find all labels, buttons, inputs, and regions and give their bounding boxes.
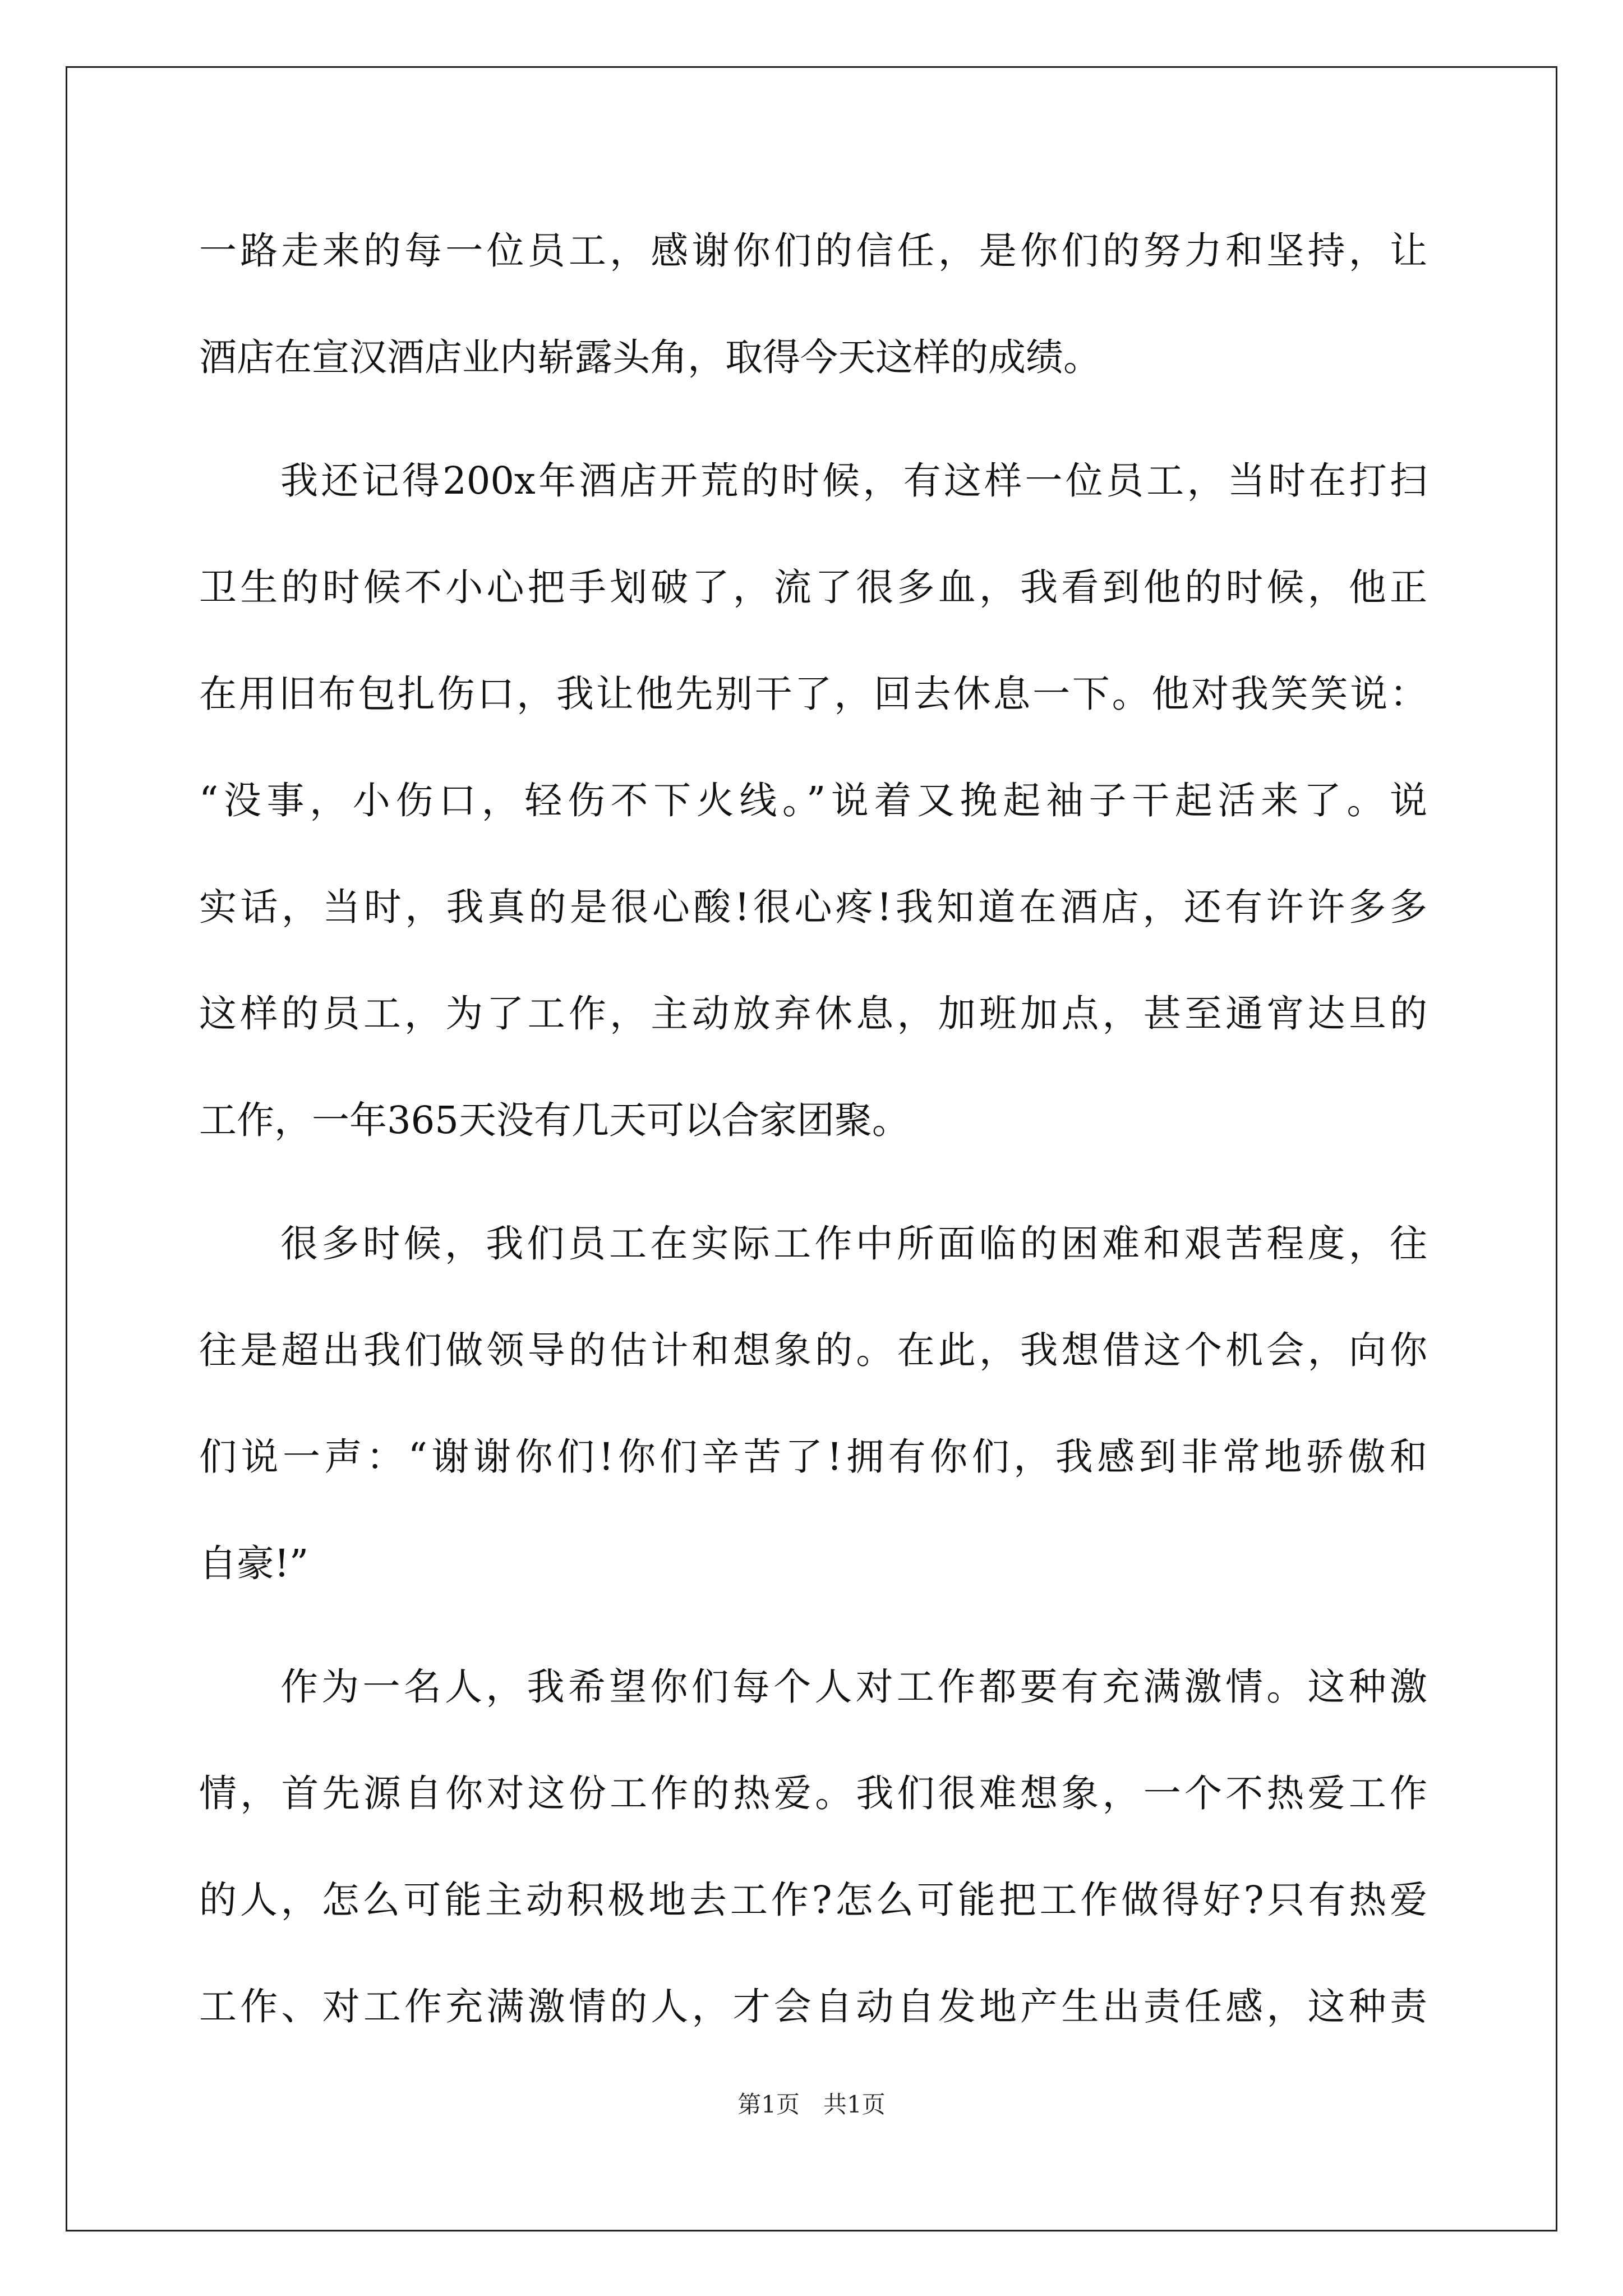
body-text-line: 们说一声：“谢谢你们!你们辛苦了!拥有你们，我感到非常地骄傲和	[199, 1435, 1427, 1479]
body-text-line: 很多时候，我们员工在实际工作中所面临的困难和艰苦程度，往	[280, 1222, 1427, 1266]
body-text-line: 一路走来的每一位员工，感谢你们的信任，是你们的努力和坚持，让	[199, 229, 1427, 273]
body-text-line: 的人，怎么可能主动积极地去工作?怎么可能把工作做得好?只有热爱	[199, 1878, 1427, 1922]
body-text-line: 在用旧布包扎伤口，我让他先别干了，回去休息一下。他对我笑笑说：	[199, 672, 1427, 716]
body-text-line: 实话，当时，我真的是很心酸!很心疼!我知道在酒店，还有许许多多	[199, 885, 1427, 929]
body-text-line: 情，首先源自你对这份工作的热爱。我们很难想象，一个不热爱工作	[199, 1772, 1427, 1815]
body-text-line: 酒店在宣汉酒店业内崭露头角，取得今天这样的成绩。	[199, 335, 1101, 379]
body-text-line: 工作，一年365天没有几天可以合家团聚。	[199, 1098, 910, 1142]
page-number-footer: 第1页 共1页	[737, 2091, 886, 2118]
body-text-line: “没事，小伤口，轻伤不下火线。”说着又挽起袖子干起活来了。说	[199, 779, 1427, 822]
body-text-line: 工作、对工作充满激情的人，才会自动自发地产生出责任感，这种责	[199, 1985, 1427, 2028]
body-text-line: 我还记得200x年酒店开荒的时候，有这样一位员工，当时在打扫	[280, 459, 1427, 503]
body-text-line: 作为一名人，我希望你们每个人对工作都要有充满激情。这种激	[280, 1665, 1427, 1709]
body-text-line: 这样的员工，为了工作，主动放弃休息，加班加点，甚至通宵达旦的	[199, 992, 1427, 1036]
body-text-line: 自豪!”	[199, 1542, 309, 1585]
body-text-line: 卫生的时候不小心把手划破了，流了很多血，我看到他的时候，他正	[199, 565, 1427, 609]
body-text-line: 往是超出我们做领导的估计和想象的。在此，我想借这个机会，向你	[199, 1328, 1427, 1372]
